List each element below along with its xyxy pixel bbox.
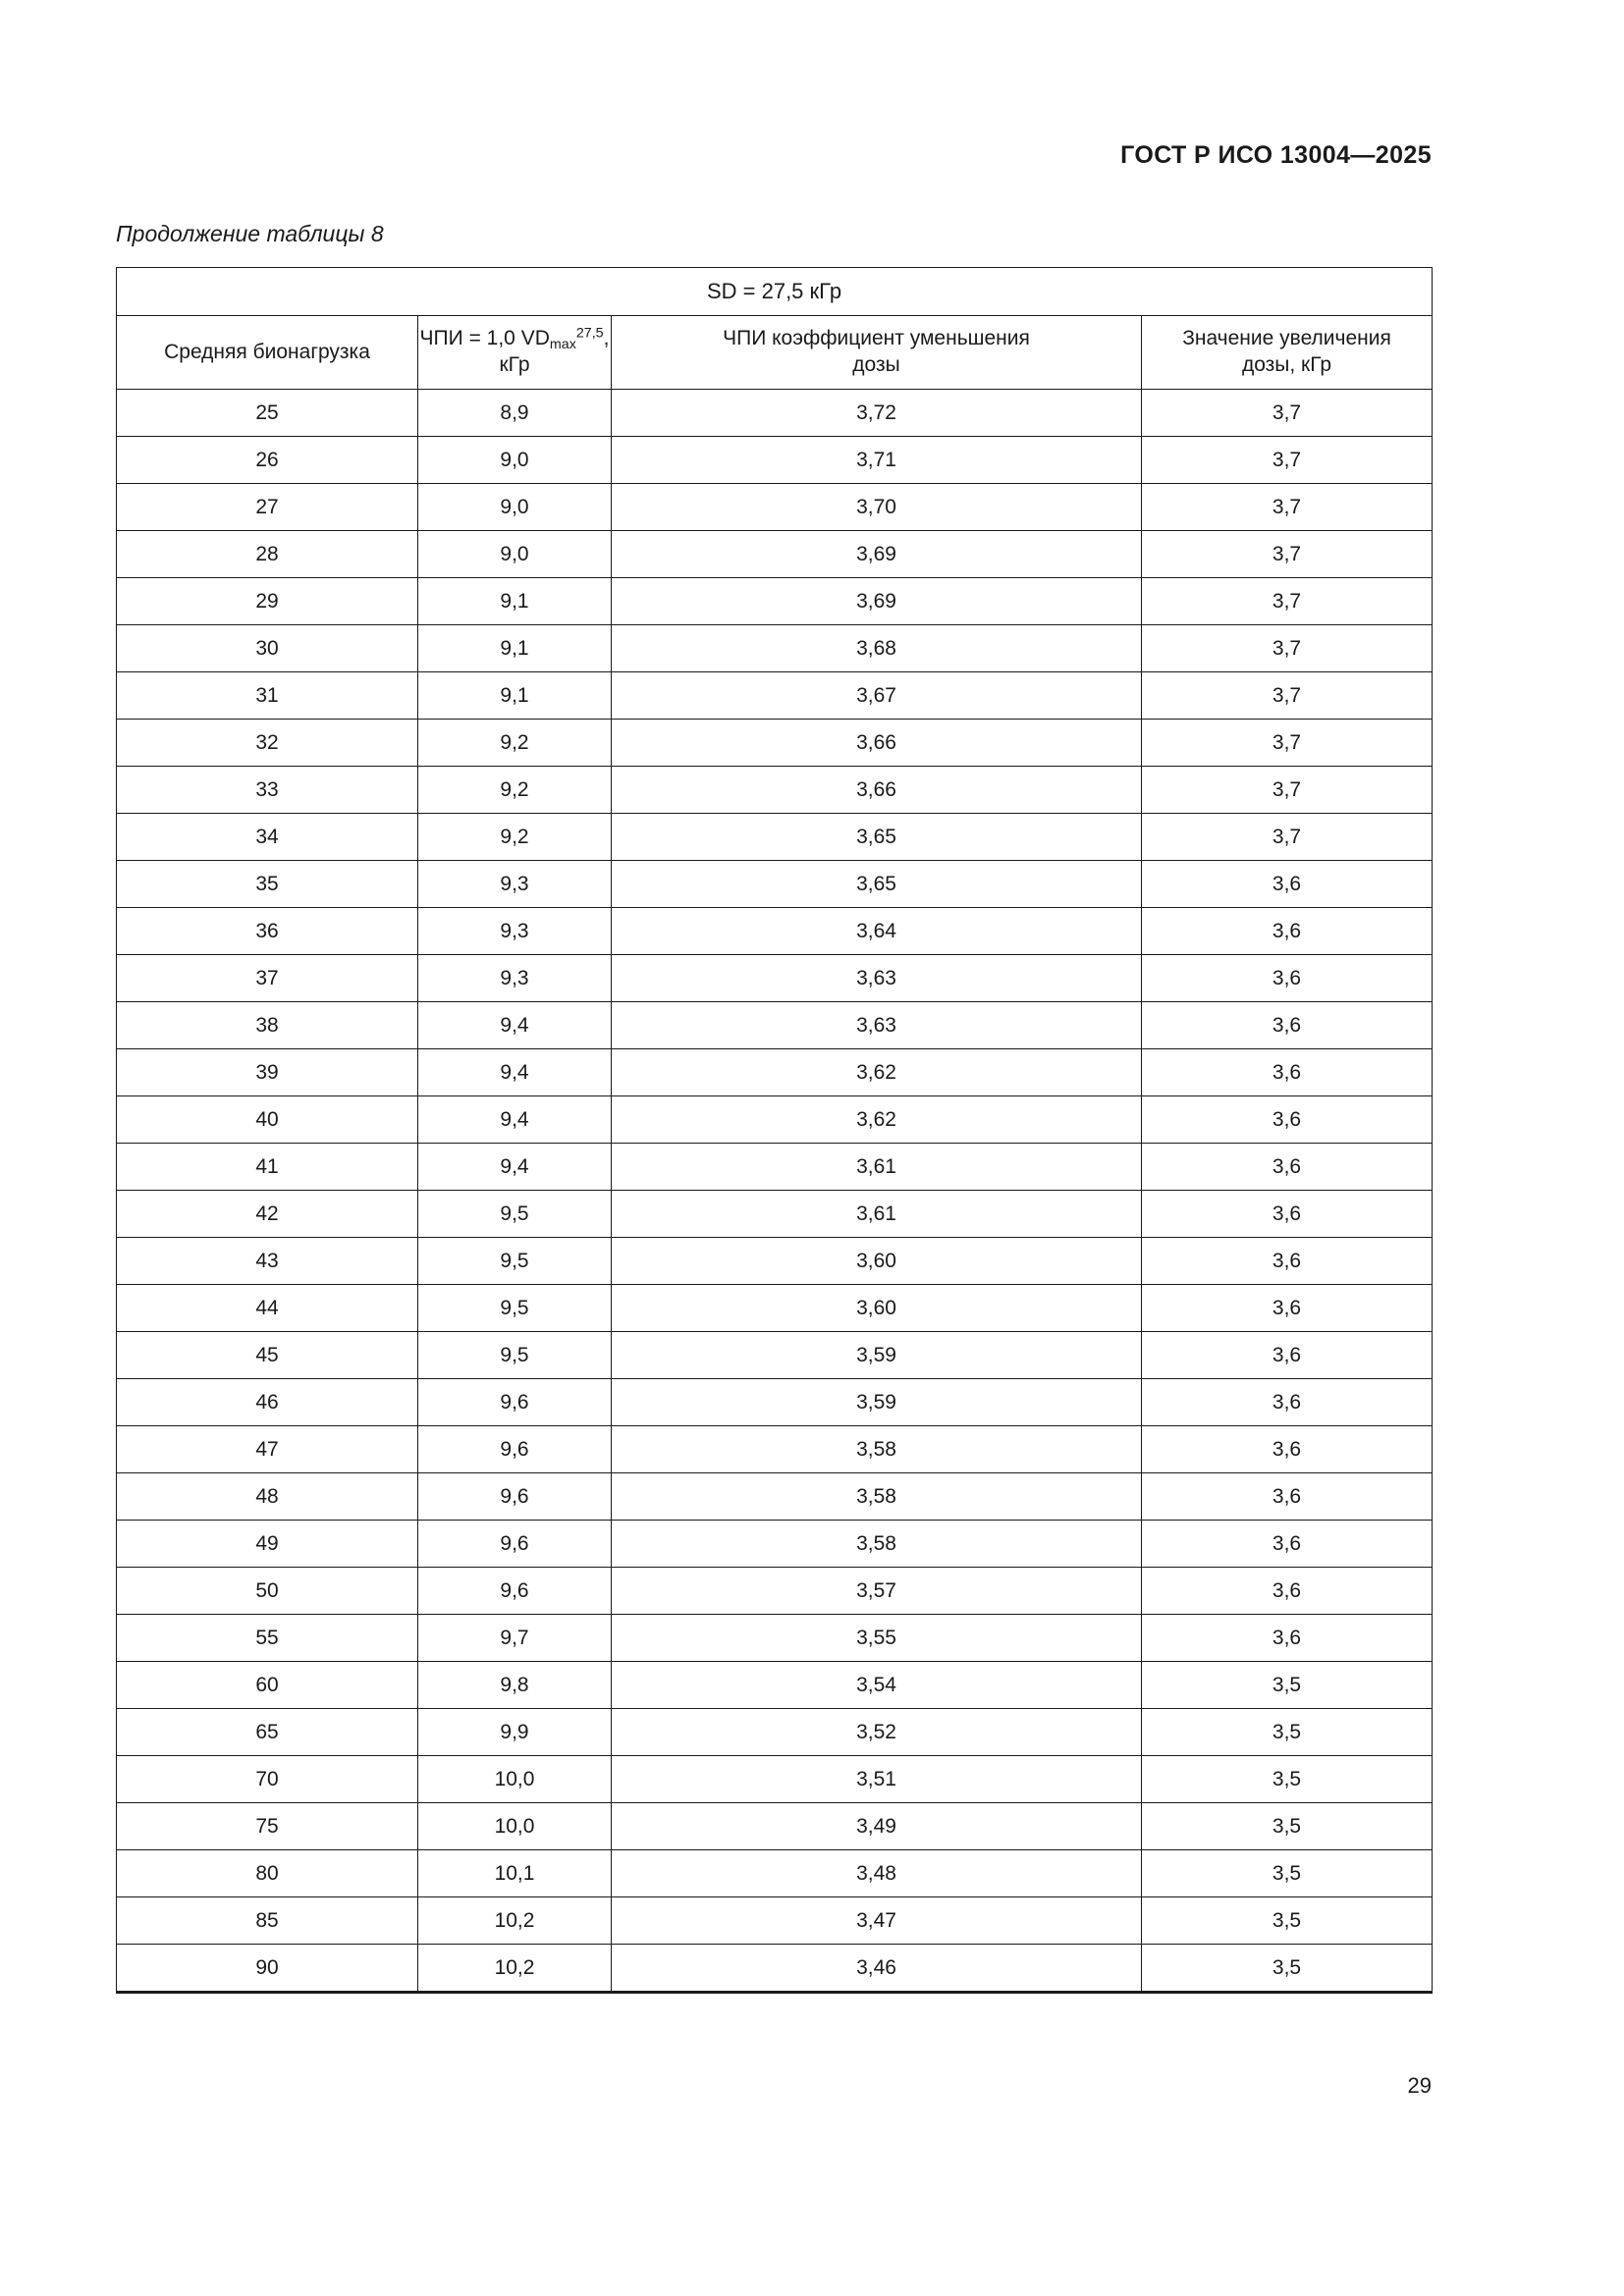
table-cell: 3,7 <box>1142 531 1433 578</box>
column-header-vdmax-suffix: , кГр <box>499 327 610 376</box>
table-cell: 3,6 <box>1142 1238 1433 1285</box>
column-header-vdmax-prefix: ЧПИ = 1,0 VD <box>419 327 550 350</box>
table-cell: 3,6 <box>1142 1379 1433 1426</box>
table-cell: 27 <box>117 484 418 531</box>
table-row <box>117 1521 1433 1568</box>
table-cell: 36 <box>117 908 418 955</box>
table-cell: 3,5 <box>1142 1850 1433 1897</box>
table-cell: 3,46 <box>612 1945 1142 1993</box>
table-cell: 55 <box>117 1615 418 1662</box>
table-cell: 45 <box>117 1332 418 1379</box>
table-cell: 10,0 <box>418 1756 612 1803</box>
table-cell: 33 <box>117 767 418 814</box>
table-cell: 3,6 <box>1142 1615 1433 1662</box>
table-cell: 47 <box>117 1426 418 1473</box>
sd-value-header: SD = 27,5 кГр <box>117 268 1433 316</box>
table-row <box>117 1756 1433 1803</box>
table-cell: 3,61 <box>612 1144 1142 1191</box>
table-cell: 3,7 <box>1142 625 1433 672</box>
table-cell: 3,71 <box>612 437 1142 484</box>
table-cell: 3,67 <box>612 672 1142 720</box>
table-cell: 3,63 <box>612 1002 1142 1049</box>
table-cell: 9,4 <box>418 1144 612 1191</box>
table-cell: 3,62 <box>612 1049 1142 1096</box>
table-cell: 3,48 <box>612 1850 1142 1897</box>
table-row <box>117 1096 1433 1144</box>
table-row <box>117 767 1433 814</box>
table-cell: 80 <box>117 1850 418 1897</box>
table-row <box>117 1897 1433 1945</box>
table-cell: 9,0 <box>418 531 612 578</box>
table-cell: 3,5 <box>1142 1945 1433 1993</box>
table-cell: 10,2 <box>418 1897 612 1945</box>
table-cell: 3,59 <box>612 1379 1142 1426</box>
table-cell: 8,9 <box>418 390 612 437</box>
table-cell: 3,59 <box>612 1332 1142 1379</box>
table-cell: 9,1 <box>418 672 612 720</box>
column-header-dose-reduction-factor <box>612 316 1142 390</box>
table-caption: Продолжение таблицы 8 <box>116 221 384 246</box>
table-cell: 3,62 <box>612 1096 1142 1144</box>
table-body <box>117 390 1433 1993</box>
table-cell: 3,69 <box>612 531 1142 578</box>
table-row <box>117 1850 1433 1897</box>
table-cell: 3,58 <box>612 1521 1142 1568</box>
table-cell: 49 <box>117 1521 418 1568</box>
column-header-vdmax-subscript: max <box>549 337 576 353</box>
column-header-dose-increment <box>1142 316 1433 390</box>
table-container <box>116 267 1432 1994</box>
table-row <box>117 672 1433 720</box>
table-cell: 3,64 <box>612 908 1142 955</box>
table-cell: 3,6 <box>1142 1473 1433 1521</box>
table-cell: 3,49 <box>612 1803 1142 1850</box>
table-cell: 85 <box>117 1897 418 1945</box>
column-header-bioburden <box>117 316 418 390</box>
table-cell: 48 <box>117 1473 418 1521</box>
table-row <box>117 1662 1433 1709</box>
table-cell: 3,7 <box>1142 390 1433 437</box>
table-cell: 3,57 <box>612 1568 1142 1615</box>
table-cell: 3,7 <box>1142 484 1433 531</box>
table-row <box>117 720 1433 767</box>
table-column-header-row <box>117 316 1433 390</box>
table-cell: 3,52 <box>612 1709 1142 1756</box>
table-cell: 9,5 <box>418 1332 612 1379</box>
table-8-continued <box>116 267 1433 1994</box>
table-row <box>117 1426 1433 1473</box>
column-header-dose-reduction-factor-line1: ЧПИ коэффициент уменьшения <box>723 327 1030 350</box>
table-cell: 31 <box>117 672 418 720</box>
table-row <box>117 484 1433 531</box>
table-cell: 44 <box>117 1285 418 1332</box>
table-cell: 3,6 <box>1142 1002 1433 1049</box>
table-cell: 3,7 <box>1142 672 1433 720</box>
table-row <box>117 437 1433 484</box>
table-row <box>117 1285 1433 1332</box>
document-header-standard-number: ГОСТ Р ИСО 13004—2025 <box>1120 141 1432 169</box>
table-cell: 3,5 <box>1142 1803 1433 1850</box>
table-row <box>117 1191 1433 1238</box>
table-cell: 10,2 <box>418 1945 612 1993</box>
table-cell: 3,47 <box>612 1897 1142 1945</box>
table-cell: 37 <box>117 955 418 1002</box>
table-cell: 90 <box>117 1945 418 1993</box>
table-cell: 9,6 <box>418 1521 612 1568</box>
table-cell: 9,3 <box>418 908 612 955</box>
table-cell: 32 <box>117 720 418 767</box>
table-cell: 9,0 <box>418 437 612 484</box>
table-cell: 9,5 <box>418 1191 612 1238</box>
table-cell: 3,5 <box>1142 1662 1433 1709</box>
table-cell: 3,58 <box>612 1426 1142 1473</box>
table-cell: 41 <box>117 1144 418 1191</box>
table-cell: 3,60 <box>612 1285 1142 1332</box>
table-cell: 39 <box>117 1049 418 1096</box>
column-header-dose-increment-line1: Значение увеличения <box>1182 327 1391 350</box>
table-cell: 3,6 <box>1142 1568 1433 1615</box>
table-cell: 38 <box>117 1002 418 1049</box>
column-header-bioburden-label: Средняя бионагрузка <box>164 340 370 363</box>
table-row <box>117 390 1433 437</box>
table-cell: 9,0 <box>418 484 612 531</box>
table-cell: 3,68 <box>612 625 1142 672</box>
table-cell: 3,5 <box>1142 1897 1433 1945</box>
table-cell: 9,2 <box>418 767 612 814</box>
table-cell: 3,6 <box>1142 1191 1433 1238</box>
table-cell: 9,1 <box>418 578 612 625</box>
table-cell: 9,4 <box>418 1096 612 1144</box>
table-row <box>117 1803 1433 1850</box>
table-cell: 26 <box>117 437 418 484</box>
table-cell: 9,8 <box>418 1662 612 1709</box>
table-cell: 60 <box>117 1662 418 1709</box>
table-row <box>117 814 1433 861</box>
table-cell: 75 <box>117 1803 418 1850</box>
table-cell: 3,5 <box>1142 1709 1433 1756</box>
table-cell: 3,7 <box>1142 767 1433 814</box>
table-row <box>117 1002 1433 1049</box>
column-header-dose-reduction-factor-line2: дозы <box>852 353 900 376</box>
table-row <box>117 1945 1433 1993</box>
table-spanning-header-row <box>117 268 1433 316</box>
table-cell: 3,69 <box>612 578 1142 625</box>
table-cell: 3,6 <box>1142 1049 1433 1096</box>
table-cell: 3,55 <box>612 1615 1142 1662</box>
table-cell: 3,6 <box>1142 955 1433 1002</box>
table-row <box>117 1709 1433 1756</box>
table-cell: 3,7 <box>1142 814 1433 861</box>
table-cell: 3,72 <box>612 390 1142 437</box>
table-cell: 3,6 <box>1142 1521 1433 1568</box>
table-cell: 3,7 <box>1142 720 1433 767</box>
table-cell: 9,6 <box>418 1426 612 1473</box>
page-number: 29 <box>1407 2073 1432 2098</box>
table-row <box>117 861 1433 908</box>
table-cell: 28 <box>117 531 418 578</box>
table-cell: 9,4 <box>418 1049 612 1096</box>
table-cell: 9,6 <box>418 1379 612 1426</box>
table-cell: 3,66 <box>612 767 1142 814</box>
table-cell: 9,5 <box>418 1285 612 1332</box>
table-cell: 9,5 <box>418 1238 612 1285</box>
table-cell: 3,6 <box>1142 1144 1433 1191</box>
table-cell: 3,65 <box>612 861 1142 908</box>
table-cell: 3,7 <box>1142 578 1433 625</box>
table-row <box>117 1238 1433 1285</box>
table-cell: 3,6 <box>1142 1285 1433 1332</box>
table-cell: 29 <box>117 578 418 625</box>
table-row <box>117 908 1433 955</box>
table-cell: 40 <box>117 1096 418 1144</box>
table-cell: 3,6 <box>1142 1096 1433 1144</box>
table-cell: 3,70 <box>612 484 1142 531</box>
table-cell: 9,4 <box>418 1002 612 1049</box>
table-header <box>117 268 1433 390</box>
table-cell: 10,0 <box>418 1803 612 1850</box>
table-cell: 65 <box>117 1709 418 1756</box>
table-cell: 34 <box>117 814 418 861</box>
table-cell: 3,6 <box>1142 1426 1433 1473</box>
table-row <box>117 531 1433 578</box>
table-cell: 3,60 <box>612 1238 1142 1285</box>
table-cell: 9,2 <box>418 814 612 861</box>
column-header-vdmax <box>418 316 612 390</box>
table-row <box>117 1144 1433 1191</box>
table-row <box>117 625 1433 672</box>
table-cell: 3,65 <box>612 814 1142 861</box>
table-cell: 9,6 <box>418 1473 612 1521</box>
table-cell: 9,7 <box>418 1615 612 1662</box>
column-header-vdmax-superscript: 27,5 <box>575 325 604 342</box>
table-row <box>117 1473 1433 1521</box>
table-row <box>117 578 1433 625</box>
table-row <box>117 1332 1433 1379</box>
table-cell: 3,63 <box>612 955 1142 1002</box>
table-row <box>117 955 1433 1002</box>
table-cell: 9,1 <box>418 625 612 672</box>
table-cell: 70 <box>117 1756 418 1803</box>
table-cell: 9,2 <box>418 720 612 767</box>
table-cell: 3,54 <box>612 1662 1142 1709</box>
table-cell: 25 <box>117 390 418 437</box>
table-row <box>117 1568 1433 1615</box>
table-cell: 3,51 <box>612 1756 1142 1803</box>
table-cell: 43 <box>117 1238 418 1285</box>
table-cell: 3,6 <box>1142 908 1433 955</box>
table-cell: 10,1 <box>418 1850 612 1897</box>
table-row <box>117 1379 1433 1426</box>
table-cell: 35 <box>117 861 418 908</box>
table-cell: 42 <box>117 1191 418 1238</box>
table-cell: 3,7 <box>1142 437 1433 484</box>
table-cell: 46 <box>117 1379 418 1426</box>
table-cell: 3,66 <box>612 720 1142 767</box>
table-cell: 9,6 <box>418 1568 612 1615</box>
table-row <box>117 1049 1433 1096</box>
table-cell: 3,58 <box>612 1473 1142 1521</box>
column-header-dose-increment-line2: дозы, кГр <box>1241 353 1332 376</box>
table-cell: 50 <box>117 1568 418 1615</box>
table-cell: 3,61 <box>612 1191 1142 1238</box>
table-row <box>117 1615 1433 1662</box>
table-cell: 3,6 <box>1142 861 1433 908</box>
table-cell: 9,3 <box>418 861 612 908</box>
table-cell: 3,6 <box>1142 1332 1433 1379</box>
table-cell: 30 <box>117 625 418 672</box>
table-cell: 9,3 <box>418 955 612 1002</box>
table-cell: 9,9 <box>418 1709 612 1756</box>
table-cell: 3,5 <box>1142 1756 1433 1803</box>
